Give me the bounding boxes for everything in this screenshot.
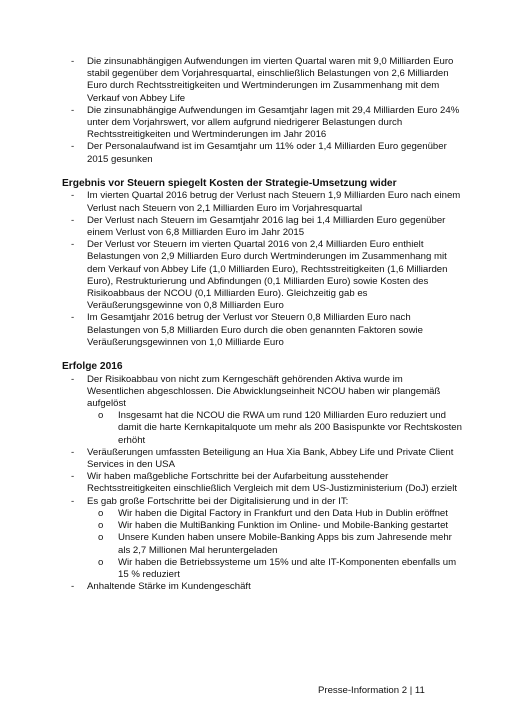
- list-item: - Der Personalaufwand ist im Gesamtjahr um 11% oder 1,4 Milliarden Euro gegenüber 2015 gesunken: [62, 141, 462, 165]
- list-item: - Veräußerungen umfassten Beteiligung an Hua Xia Bank, Abbey Life und Private Client Services in den USA: [62, 447, 462, 471]
- sub-list-item: o Wir haben die MultiBanking Funktion im Online- und Mobile-Banking gestartet: [87, 520, 462, 532]
- list-item: - Die zinsunabhängige Aufwendungen im Gesamtjahr lagen mit 29,4 Milliarden Euro 24% unter dem Vorjahrswert, vor allem aufgrund niedrigerer Belastungen durch Rechtsstreitigkeiten und Wertminderungen im Jahr 2016: [62, 105, 462, 142]
- list-item: - Wir haben maßgebliche Fortschritte bei der Aufarbeitung ausstehender Rechtsstreitigkeiten einschließlich Vergleich mit dem US-Justizministerium (DoJ) erzielt: [62, 471, 462, 495]
- list-item: - Im vierten Quartal 2016 betrug der Verlust nach Steuern 1,9 Milliarden Euro nach einem Verlust nach Steuern von 2,1 Milliarden Euro im Vorjahresquartal: [62, 190, 462, 214]
- intro-bullet-list: [62, 56, 462, 166]
- sub-list-item: o Insgesamt hat die NCOU die RWA um rund 120 Milliarden Euro reduziert und damit die harte Kernkapitalquote um mehr als 200 Basispunkte vor Rechtskosten erhöht: [87, 410, 462, 447]
- list-item: - Im Gesamtjahr 2016 betrug der Verlust vor Steuern 0,8 Milliarden Euro nach Belastungen von 5,8 Milliarden Euro durch die oben genannten Faktoren sowie Veräußerungsgewinnen von 1,0 Milliarde Euro: [62, 312, 462, 349]
- sub-bullet-list: [87, 410, 462, 447]
- sub-list-item: o Unsere Kunden haben unsere Mobile-Banking Apps bis zum Jahresende mehr als 2,7 Millionen Mal heruntergeladen: [87, 532, 462, 556]
- page-content: [62, 56, 462, 593]
- ergebnis-bullet-list: [62, 190, 462, 349]
- sub-list-item: o Wir haben die Betriebssysteme um 15% und alte IT-Komponenten ebenfalls um 15 % reduziert: [87, 557, 462, 581]
- list-item-text: Der Risikoabbau von nicht zum Kerngeschäft gehörenden Aktiva wurde im Wesentlichen abgeschlossen. Die Abwicklungseinheit NCOU haben wir plangemäß aufgelöst: [87, 373, 441, 410]
- erfolge-bullet-list: [62, 374, 462, 594]
- section-heading-erfolge: Erfolge 2016: [62, 361, 123, 373]
- list-item: - Die zinsunabhängigen Aufwendungen im vierten Quartal waren mit 9,0 Milliarden Euro stabil gegenüber dem Vorjahresquartal, einschließlich Belastungen von 2,6 Milliarden Euro durch Rechtsstreitigkeiten und Wertminderungen im Zusammenhang mit dem Verkauf von Abbey Life: [62, 56, 462, 105]
- page-footer: Presse-Information 2 | 11: [318, 685, 425, 696]
- list-item: - Der Verlust vor Steuern im vierten Quartal 2016 von 2,4 Milliarden Euro enthielt Belastungen von 2,9 Milliarden Euro durch Wertminderungen im Zusammenhang mit dem Verkauf von Abbey Life (1,0 Milliarden Euro), Rechtsstreitigkeiten (1,6 Milliarden Euro), Restrukturierung und Abfindungen (0,1 Milliarden Euro) sowie Kosten des Risikoabbaus der NCOU (0,1 Milliarden Euro). Gleichzeitig gab es Veräußerungsgewinne von 0,8 Milliarden Euro: [62, 239, 462, 312]
- list-item: - Anhaltende Stärke im Kundengeschäft: [62, 581, 462, 593]
- list-item: - Der Verlust nach Steuern im Gesamtjahr 2016 lag bei 1,4 Milliarden Euro gegenüber einem Verlust von 6,8 Milliarden Euro im Jahr 2015: [62, 215, 462, 239]
- section-heading-ergebnis: Ergebnis vor Steuern spiegelt Kosten der Strategie-Umsetzung wider: [62, 177, 397, 189]
- sub-bullet-list: [87, 508, 462, 581]
- list-item-text: Es gab große Fortschritte bei der Digitalisierung und in der IT:: [87, 495, 349, 507]
- sub-list-item: o Wir haben die Digital Factory in Frankfurt und den Data Hub in Dublin eröffnet: [87, 508, 462, 520]
- list-item: [62, 374, 462, 447]
- list-item: [62, 496, 462, 581]
